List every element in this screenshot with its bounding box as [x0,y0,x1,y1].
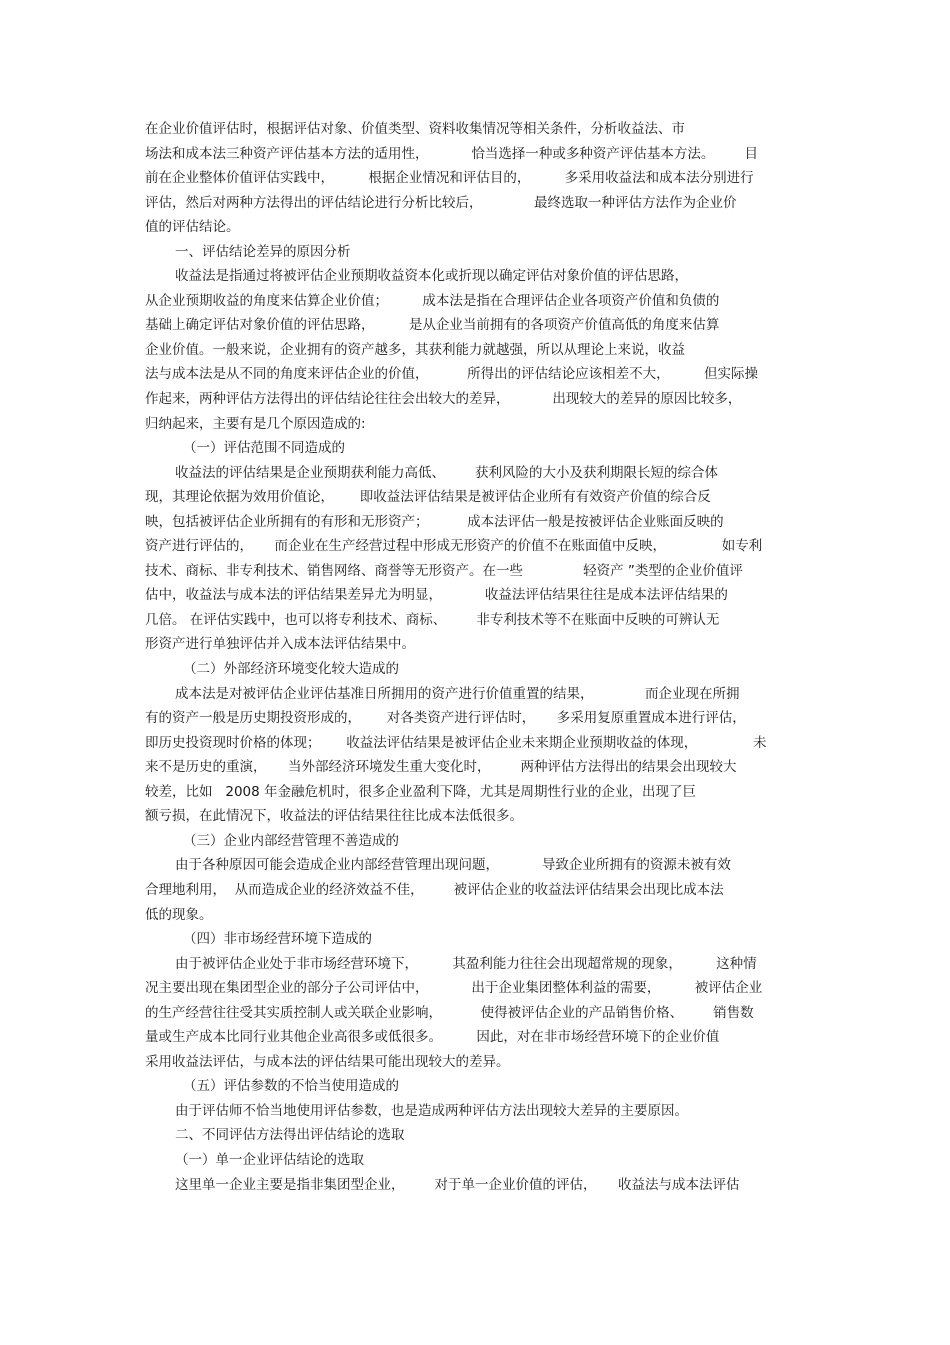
text-line: 作起来，两种评估方法得出的评估结论往往会出较大的差异， 出现较大的差异的原因比较多， [145,391,742,408]
text-line: 有的资产一般是历史期投资形成的， 对各类资产进行评估时， 多采用复原重置成本进行评估， [145,710,746,727]
text-line: 在企业价值评估时，根据评估对象、价值类型、资料收集情况等相关条件，分析收益法、市 [145,121,685,137]
text-line: 几倍。 在评估实践中，也可以将专利技术、商标、 非专利技术等不在账面中反映的可辨认无 [145,611,720,628]
text-line: 归纳起来，主要有是几个原因造成的: [145,415,366,432]
text-line: 技术、商标、非专利技术、销售网络、商誉等无形资产。在一些 轻资产 ”类型的企业价值评 [145,562,743,579]
text-line: 由于各种原因可能会造成企业内部经营管理出现问题， 导致企业所拥有的资源未被有效 [175,857,731,874]
text-line: 由于被评估企业处于非市场经营环境下， 其盈利能力往往会出现超常规的现象， 这种情 [175,955,757,972]
text-line: 的生产经营往往受其实质控制人或关联企业影响， 使得被评估企业的产品销售价格、 销售数 [145,1004,754,1021]
text-line: 收益法是指通过将被评估企业预期收益资本化或折现以确定评估对象价值的评估思路， [175,268,688,285]
section-heading-line: （四）非市场经营环境下造成的 [183,931,372,948]
text-line: 映，包括被评估企业所拥有的有形和无形资产； 成本法评估一般是按被评估企业账面反映的 [145,513,724,530]
text-line: 一、评估结论差异的原因分析 [175,243,351,260]
text-line: 从企业预期收益的角度来估算企业价值； 成本法是指在合理评估企业各项资产价值和负债的 [145,292,720,309]
text-line: 现，其理论依据为效用价值论， 即收益法评估结果是被评估企业所有有效资产价值的综合反 [145,489,711,506]
text-line: 成本法是对被评估企业评估基准日所拥用的资产进行价值重置的结果， 而企业现在所拥 [175,685,740,702]
text-line: 收益法的评估结果是企业预期获利能力高低、 获利风险的大小及获利期限长短的综合体 [175,464,719,481]
section-heading-line: （二）外部经济环境变化较大造成的 [183,661,399,678]
text-line: 由于评估师不恰当地使用评估参数，也是造成两种评估方法出现较大差异的主要原因。 [175,1102,688,1119]
text-line: 值的评估结论。 [145,219,240,236]
text-line: 合理地利用， 从而造成企业的经济效益不佳， 被评估企业的收益法评估结果会出现比成本法 [145,881,724,898]
section-heading-line: （一）评估范围不同造成的 [183,440,345,457]
text-line: 况主要出现在集团型企业的部分子公司评估中， 出于企业集团整体利益的需要， 被评估企业 [145,980,763,997]
text-line: 场法和成本法三种资产评估基本方法的适用性， 恰当选择一种或多种资产评估基本方法。 目 [145,145,758,162]
text-line: 基础上确定评估对象价值的评估思路， 是从企业当前拥有的各项资产价值高低的角度来估算 [145,317,720,334]
text-line: 评估，然后对两种方法得出的评估结论进行分析比较后， 最终选取一种评估方法作为企业价 [145,194,737,211]
text-line: 低的现象。 [145,906,213,923]
text-line: 这里单一企业主要是指非集团型企业， 对于单一企业价值的评估， 收益法与成本法评估 [175,1176,740,1193]
text-line: 企业价值。一般来说，企业拥有的资产越多，其获利能力就越强，所以从理论上来说，收益 [145,341,685,358]
section-heading-line: （五）评估参数的不恰当使用造成的 [183,1078,399,1095]
text-line: 采用收益法评估，与成本法的评估结果可能出现较大的差异。 [145,1053,510,1070]
text-line: 资产进行评估的， 而企业在生产经营过程中形成无形资产的价值不在账面值中反映， 如专利 [145,538,763,555]
text-line: 法与成本法是从不同的角度来评估企业的价值， 所得出的评估结论应该相差不大， 但实际操 [145,366,758,383]
body-text [145,117,810,1197]
section-heading-line: （三）企业内部经营管理不善造成的 [183,832,399,849]
text-line: 形资产进行单独评估并入成本法评估结果中。 [145,636,415,653]
text-line: 估中，收益法与成本法的评估结果差异尤为明显， 收益法评估结果往往是成本法评估结果的 [145,587,728,604]
text-line: 额亏损，在此情况下，收益法的评估结果往往比成本法低很多。 [145,808,523,825]
text-line: 量或生产成本比同行业其他企业高很多或低很多。 因此，对在非市场经营环境下的企业价值 [145,1029,720,1046]
text-line: （一）单一企业评估结论的选取 [175,1151,364,1168]
text-line: 即历史投资现时价格的体现； 收益法评估结果是被评估企业未来期企业预期收益的体现， 未 [145,734,767,751]
text-line: 较差，比如 2008 年金融危机时，很多企业盈利下降，尤其是周期性行业的企业，出现了巨 [145,783,697,800]
text-line: 二、不同评估方法得出评估结论的选取 [175,1127,405,1144]
text-line: 来不是历史的重演， 当外部经济环境发生重大变化时， 两种评估方法得出的结果会出现较大 [145,759,737,776]
text-line: 前在企业整体价值评估实践中， 根据企业情况和评估目的， 多采用收益法和成本法分别进行 [145,170,754,187]
